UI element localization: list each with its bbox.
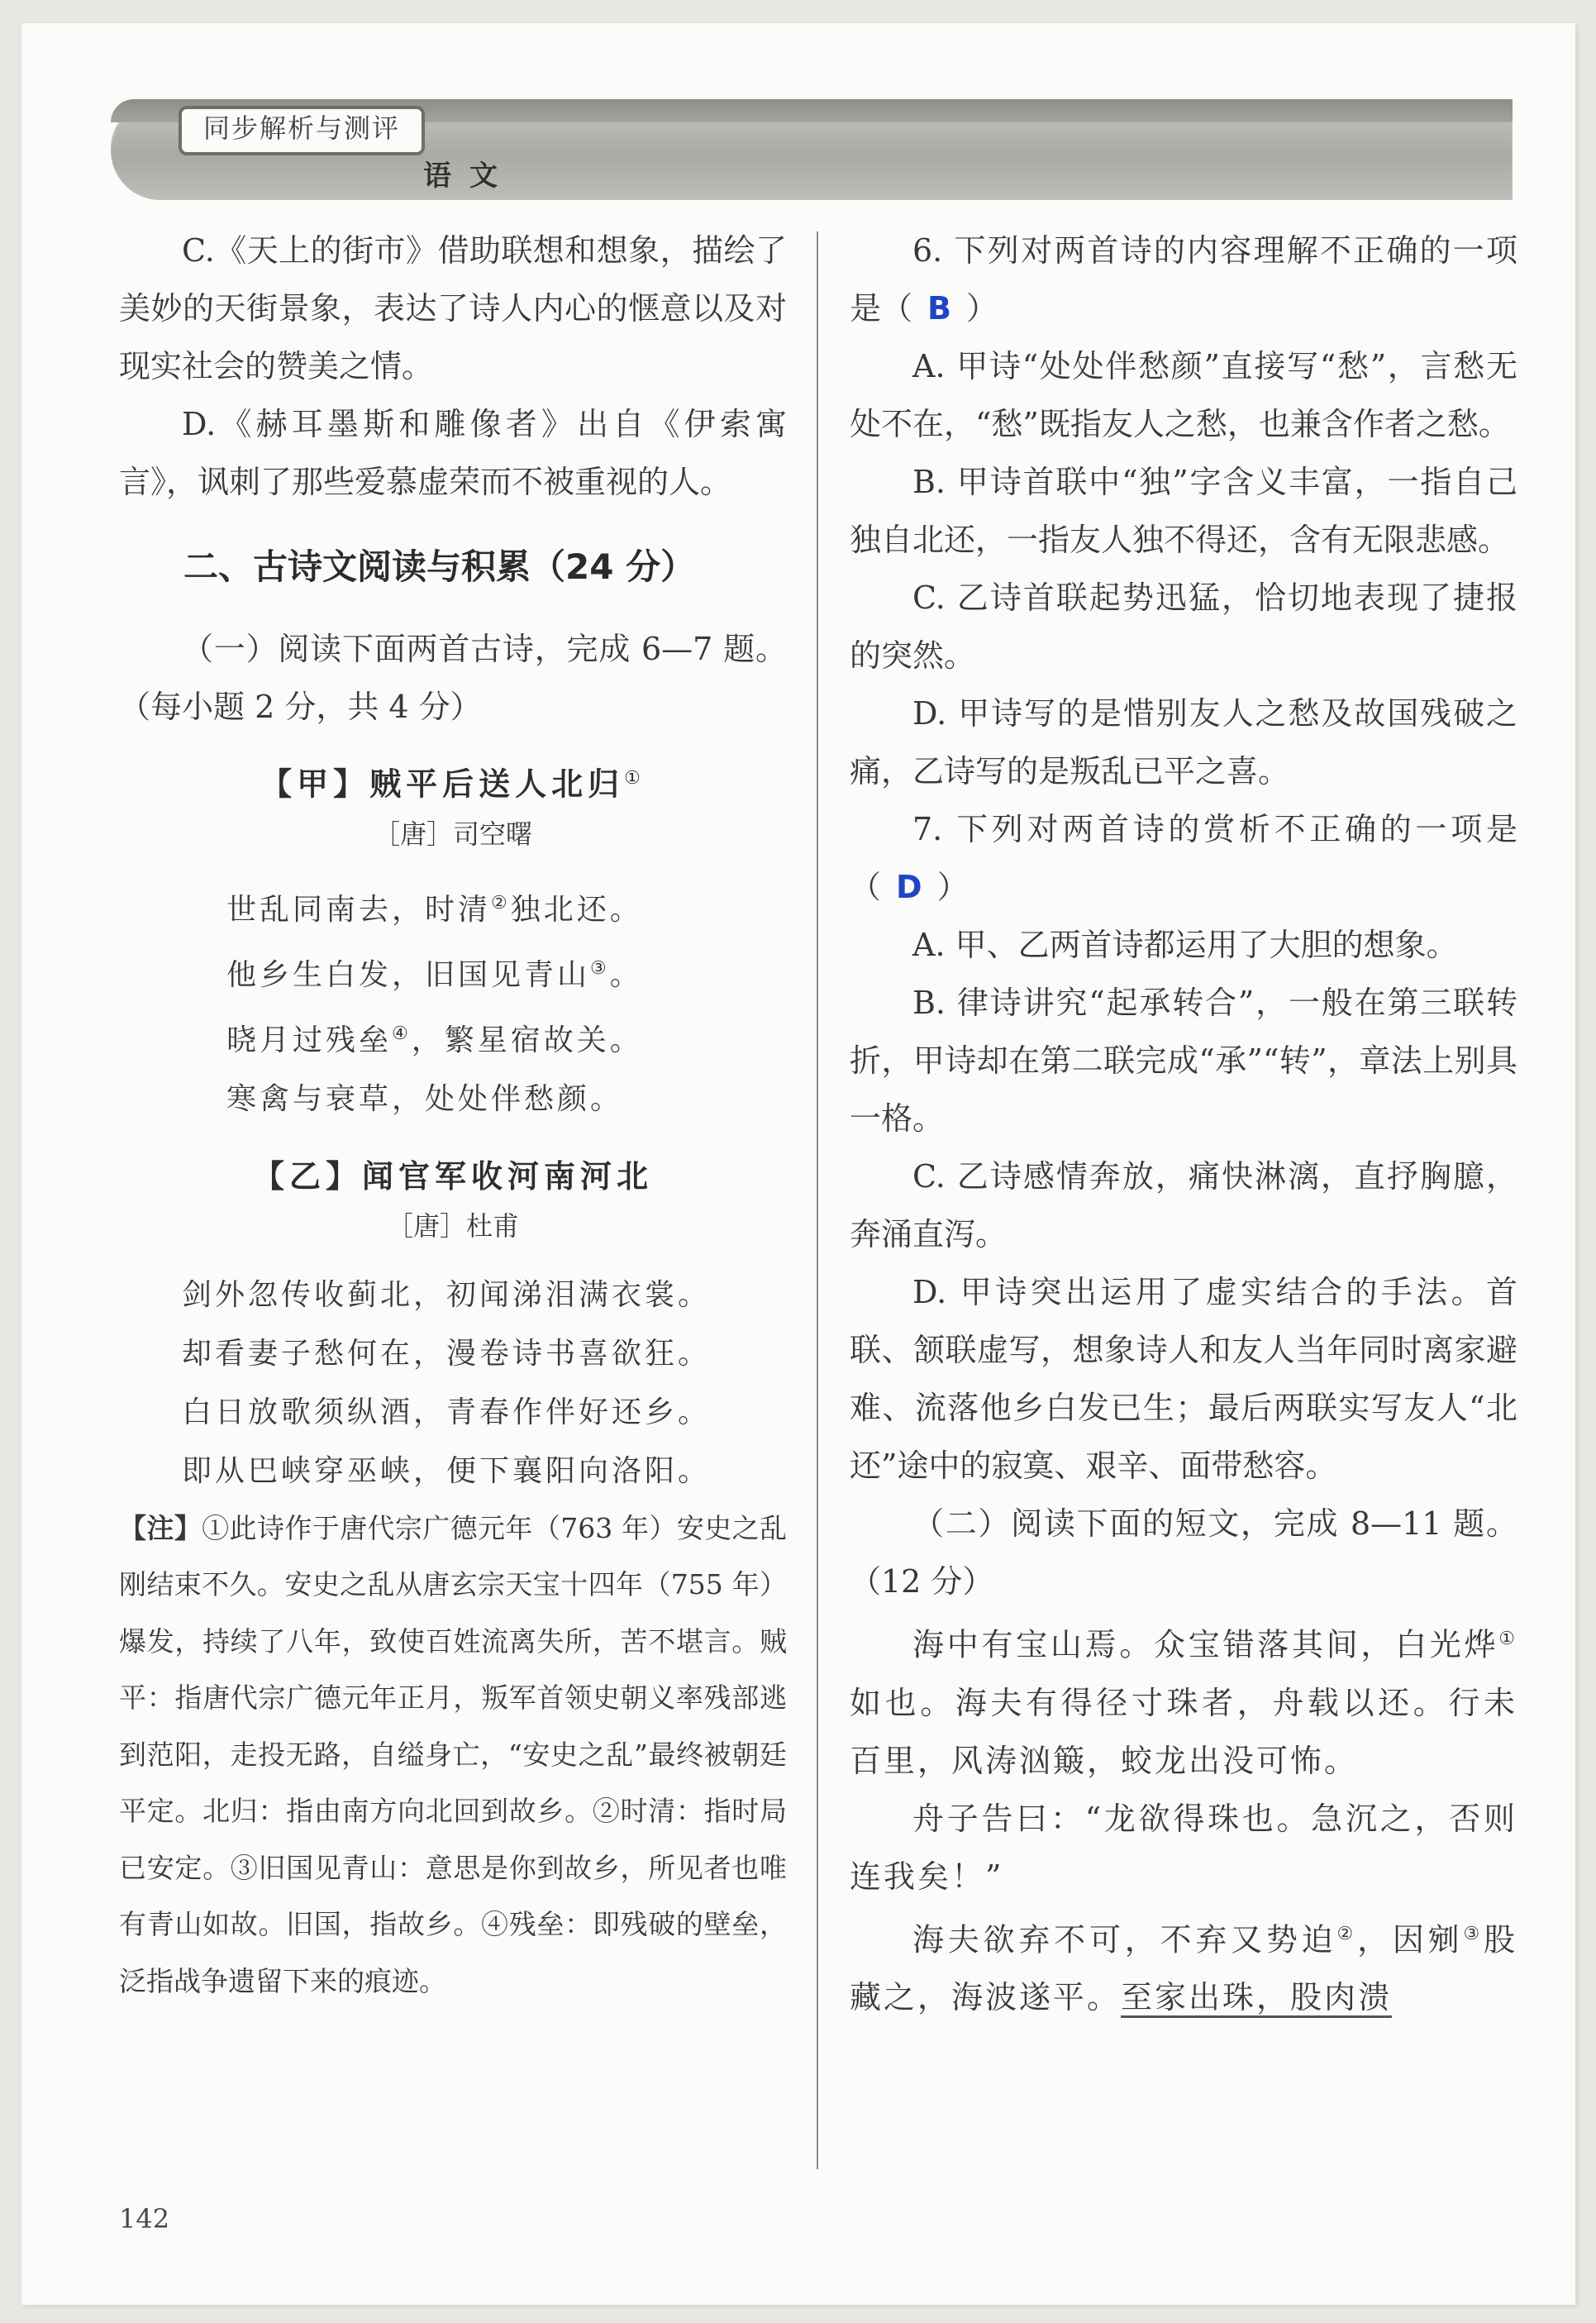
q7-option-b: B. 律诗讲究“起承转合”，一般在第三联转折，甲诗却在第二联完成“承”“转”，章法上别具一格。 [850,985,1517,1137]
poem1-line: 晓月过残垒④，繁星宿故关。 [226,1023,643,1057]
poem2-line: 即从巴峡穿巫峡，便下襄阳向洛阳。 [182,1453,712,1488]
column-divider [817,231,818,2169]
q6-option-a: A. 甲诗“处处伴愁颜”直接写“愁”，言愁无处不在，“愁”既指友人之愁，也兼含作者之愁。 [850,348,1517,442]
poem-notes [119,1500,787,2011]
poem2-line: 却看妻子愁何在，漫卷诗书喜欲狂。 [182,1336,712,1371]
poem1-line: 世乱同南去，时清②独北还。 [226,892,643,927]
question-6: 6. 下列对两首诗的内容理解不正确的一项是（ B ） [850,232,1517,327]
left-column [119,222,787,2010]
part2-intro: （二）阅读下面的短文，完成 8—11 题。（12 分） [850,1505,1517,1600]
note-text: ①此诗作于唐代宗广德元年（763 年）安史之乱刚结束不久。安史之乱从唐玄宗天宝十四年（755 年）爆发，持续了八年，致使百姓流离失所，苦不堪言。贼平：指唐代宗广德元年正月，叛军首领史朝义率残部逃到范阳，走投无路，自缢身亡，“安史之乱”最终被朝廷平定。北归：指由南方向北回到故乡。②时清：指时局已安定。③旧国见青山：意思是你到故乡，所见者也唯有青山如故。旧国，指故乡。④残垒：即残破的壁垒，泛指战争遗留下来的痕迹。 [119,1511,788,1997]
option-d: D.《赫耳墨斯和雕像者》出自《伊索寓言》，讽刺了那些爱慕虚荣而不被重视的人。 [119,406,787,500]
poem1-line: 寒禽与衰草，处处伴愁颜。 [226,1081,624,1116]
q6-option-d: D. 甲诗写的是惜别友人之愁及故国残破之痛，乙诗写的是叛乱已平之喜。 [850,695,1517,789]
q6-option-c: C. 乙诗首联起势迅猛，恰切地表现了捷报的突然。 [850,580,1517,674]
underlined-sentence: 至家出珠，股肉溃 [1121,1979,1392,2018]
passage-paragraph-3: 海夫欲弃不可，不弃又势迫②，因剜③股藏之，海波遂平。至家出珠，股肉溃 [850,1906,1517,2027]
q6-answer: B [927,290,951,327]
page-number: 142 [119,2203,170,2235]
q6-option-b: B. 甲诗首联中“独”字含义丰富，一指自己独自北还，一指友人独不得还，含有无限悲感。 [850,464,1517,558]
textbook-page [21,23,1575,2305]
q7-option-c: C. 乙诗感情奔放，痛快淋漓，直抒胸臆，奔涌直泻。 [850,1158,1517,1252]
poem1-title-text: 【甲】贼平后送人北归 [260,765,625,803]
note-tag: 【注】 [119,1511,202,1544]
part1-intro: （一）阅读下面两首古诗，完成 6—7 题。（每小题 2 分，共 4 分） [119,631,787,725]
q7-option-a: A. 甲、乙两首诗都运用了大胆的想象。 [912,927,1458,963]
poem2-author: ［唐］杜甫 [386,1209,519,1242]
series-label: 同步解析与测评 [179,106,425,155]
poem1-title [119,752,787,811]
passage-paragraph-2: 舟子告曰：“龙欲得珠也。急沉之，否则连我矣！” [850,1800,1517,1895]
q7-answer: D [896,869,922,905]
q7-option-d: D. 甲诗突出运用了虚实结合的手法。首联、颔联虚写，想象诗人和友人当年同时离家避难、流落他乡白发已生；最后两联实写友人“北还”途中的寂寞、艰辛、面带愁容。 [850,1274,1517,1484]
passage-paragraph-1: 海中有宝山焉。众宝错落其间，白光烨①如也。海夫有得径寸珠者，舟载以还。行未百里，风涛汹簸，蛟龙出没可怖。 [850,1626,1517,1779]
subject-label: 语文 [423,160,516,193]
poem2-line: 白日放歌须纵酒，青春作伴好还乡。 [182,1395,712,1429]
poem1-line: 他乡生白发，旧国见青山③。 [226,957,643,992]
section-title: 二、古诗文阅读与积累（24 分） [183,546,696,587]
poem1-author: ［唐］司空曙 [373,818,532,850]
question-7: 7. 下列对两首诗的赏析不正确的一项是（ D ） [850,811,1517,905]
poem2-title: 【乙】闻官军收河南河北 [252,1157,653,1195]
option-c: C.《天上的街市》借助联想和想象，描绘了美妙的天街景象，表达了诗人内心的惬意以及对现实社会的赞美之情。 [119,232,787,384]
poem1-title-note-mark: ① [624,768,646,789]
poem2-line: 剑外忽传收蓟北，初闻涕泪满衣裳。 [182,1277,712,1312]
right-column [850,222,1517,2026]
